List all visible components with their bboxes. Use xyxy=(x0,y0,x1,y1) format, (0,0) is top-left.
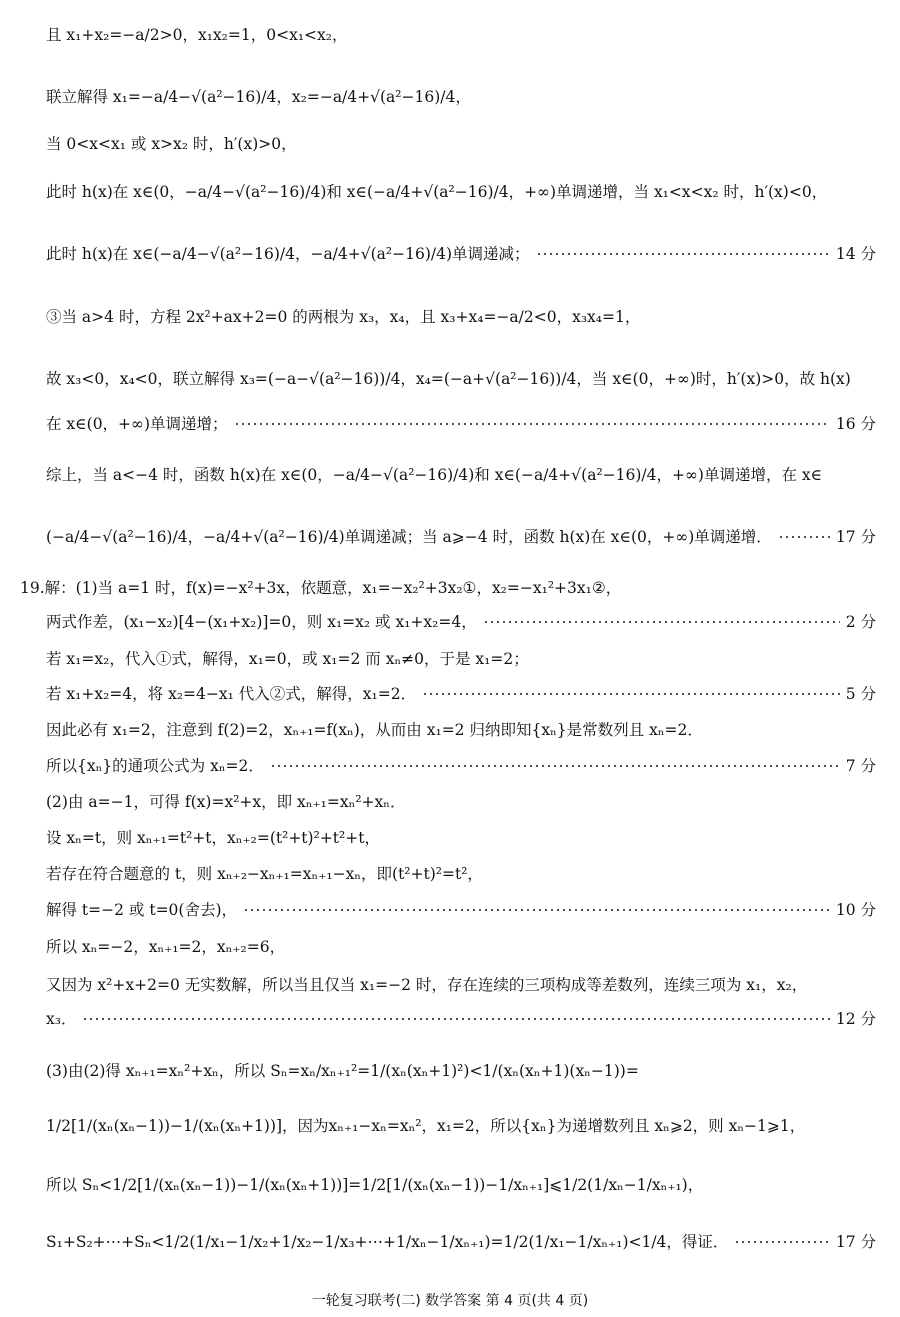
solution-line-14: 若 x₁+x₂=4，将 x₂=4−x₁ 代入②式，解得，x₁=2． 5 分 xyxy=(46,685,876,703)
solution-line-20: 解得 t=−2 或 t=0(舍去)， 10 分 xyxy=(46,901,876,919)
score-label: 2 分 xyxy=(845,613,876,631)
score-label: 14 分 xyxy=(835,245,876,263)
solution-line-7: 故 x₃<0，x₄<0，联立解得 x₃=(−a−√(a²−16))/4，x₄=(−a+√(a²−16))/4，当 x∈(0，+∞)时，h′(x)>0，故 h(x) xyxy=(46,370,851,388)
page-footer: 一轮复习联考(二) 数学答案 第 4 页(共 4 页) xyxy=(311,1293,589,1309)
leader-dots xyxy=(483,621,840,623)
leader-dots xyxy=(234,423,830,425)
solution-line-6: ③当 a>4 时，方程 2x²+ax+2=0 的两根为 x₃，x₄，且 x₃+x₄=−a/2<0，x₃x₄=1， xyxy=(46,308,641,326)
solution-line-3: 当 0<x<x₁ 或 x>x₂ 时，h′(x)>0， xyxy=(46,135,297,153)
leader-dots xyxy=(82,1018,829,1020)
score-label: 10 分 xyxy=(835,901,876,919)
score-label: 12 分 xyxy=(835,1010,876,1028)
leader-dots xyxy=(734,1241,829,1243)
solution-line-17: (2)由 a=−1，可得 f(x)=x²+x，即 xₙ₊₁=xₙ²+xₙ． xyxy=(46,793,406,811)
leader-dots xyxy=(422,693,840,695)
solution-line-15: 因此必有 x₁=2，注意到 f(2)=2，xₙ₊₁=f(xₙ)，从而由 x₁=2 归纳即知{xₙ}是常数列且 xₙ=2． xyxy=(46,721,703,739)
solution-line-10: (−a/4−√(a²−16)/4，−a/4+√(a²−16)/4)单调递减；当 a⩾−4 时，函数 h(x)在 x∈(0，+∞)单调递增． 17 分 xyxy=(46,528,876,546)
solution-line-2: 联立解得 x₁=−a/4−√(a²−16)/4，x₂=−a/4+√(a²−16)/4， xyxy=(46,88,471,106)
leader-dots xyxy=(536,253,830,255)
score-label: 7 分 xyxy=(845,757,876,775)
solution-line-19: 若存在符合题意的 t，则 xₙ₊₂−xₙ₊₁=xₙ₊₁−xₙ，即(t²+t)²=t²， xyxy=(46,865,483,883)
solution-line-4: 此时 h(x)在 x∈(0，−a/4−√(a²−16)/4)和 x∈(−a/4+√(a²−16)/4，+∞)单调递增，当 x₁<x<x₂ 时，h′(x)<0， xyxy=(46,183,828,201)
score-label: 5 分 xyxy=(845,685,876,703)
solution-line-23: x₃． 12 分 xyxy=(46,1010,876,1028)
leader-dots xyxy=(778,536,830,538)
solution-line-1: 且 x₁+x₂=−a/2>0，x₁x₂=1，0<x₁<x₂， xyxy=(46,26,348,44)
solution-line-9: 综上，当 a<−4 时，函数 h(x)在 x∈(0，−a/4−√(a²−16)/4)和 x∈(−a/4+√(a²−16)/4，+∞)单调递增，在 x∈ xyxy=(46,466,823,484)
leader-dots xyxy=(270,765,840,767)
solution-line-13: 若 x₁=x₂，代入①式，解得，x₁=0，或 x₁=2 而 xₙ≠0，于是 x₁=2； xyxy=(46,650,529,668)
solution-line-26: 所以 Sₙ<1/2[1/(xₙ(xₙ−1))−1/(xₙ(xₙ+1))]=1/2[1/(xₙ(xₙ−1))−1/xₙ₊₁]⩽1/2(1/xₙ−1/xₙ₊₁)， xyxy=(46,1176,704,1194)
solution-line-27: S₁+S₂+⋯+Sₙ<1/2(1/x₁−1/x₂+1/x₂−1/x₃+⋯+1/xₙ−1/xₙ₊₁)=1/2(1/x₁−1/xₙ₊₁)<1/4，得证． 17 分 xyxy=(46,1233,876,1251)
leader-dots xyxy=(243,909,830,911)
solution-line-21: 所以 xₙ=−2，xₙ₊₁=2，xₙ₊₂=6， xyxy=(46,938,286,956)
solution-line-22: 又因为 x²+x+2=0 无实数解，所以当且仅当 x₁=−2 时，存在连续的三项构成等差数列，连续三项为 x₁，x₂， xyxy=(46,976,808,994)
solution-line-24: (3)由(2)得 xₙ₊₁=xₙ²+xₙ，所以 Sₙ=xₙ/xₙ₊₁²=1/(xₙ(xₙ+1)²)<1/(xₙ(xₙ+1)(xₙ−1))= xyxy=(46,1062,639,1080)
solution-line-8: 在 x∈(0，+∞)单调递增； 16 分 xyxy=(46,415,876,433)
score-label: 17 分 xyxy=(835,1233,876,1251)
solution-line-16: 所以{xₙ}的通项公式为 xₙ=2． 7 分 xyxy=(46,757,876,775)
solution-line-11: 19.解：(1)当 a=1 时，f(x)=−x²+3x，依题意，x₁=−x₂²+3x₂①，x₂=−x₁²+3x₁②， xyxy=(20,579,622,597)
solution-line-25: 1/2[1/(xₙ(xₙ−1))−1/(xₙ(xₙ+1))]，因为xₙ₊₁−xₙ=xₙ²，x₁=2，所以{xₙ}为递增数列且 xₙ⩾2，则 xₙ−1⩾1， xyxy=(46,1117,806,1135)
solution-line-5: 此时 h(x)在 x∈(−a/4−√(a²−16)/4，−a/4+√(a²−16)/4)单调递减； 14 分 xyxy=(46,245,876,263)
solution-line-12: 两式作差，(x₁−x₂)[4−(x₁+x₂)]=0，则 x₁=x₂ 或 x₁+x₂=4， 2 分 xyxy=(46,613,876,631)
solution-line-18: 设 xₙ=t，则 xₙ₊₁=t²+t，xₙ₊₂=(t²+t)²+t²+t， xyxy=(46,829,380,847)
score-label: 17 分 xyxy=(835,528,876,546)
score-label: 16 分 xyxy=(835,415,876,433)
